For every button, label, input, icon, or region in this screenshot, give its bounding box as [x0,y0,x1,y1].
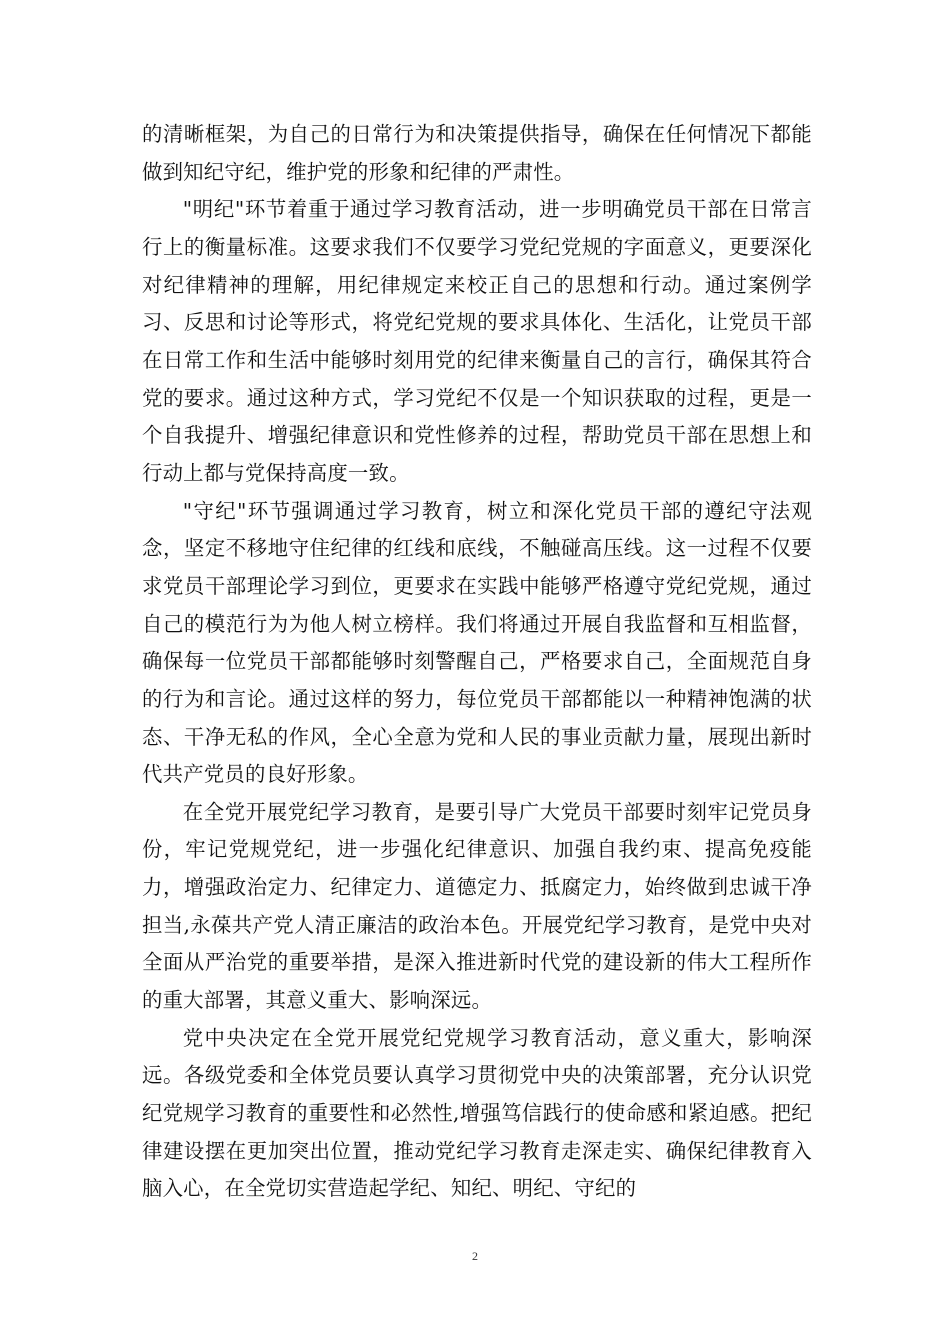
page-number: 2 [472,1249,478,1263]
paragraph-shouji: "守纪"环节强调通过学习教育，树立和深化党员干部的遵纪守法观念，坚定不移地守住纪律的红线和底线，不触碰高压线。这一过程不仅要求党员干部理论学习到位，更要求在实践中能够严格遵守党纪党规，通过自己的模范行为为他人树立榜样。我们将通过开展自我监督和互相监督，确保每一位党员干部都能够时刻警醒自己，严格要求自己，全面规范自身的行为和言论。通过这样的努力，每位党员干部都能以一种精神饱满的状态、干净无私的作风，全心全意为党和人民的事业贡献力量，展现出新时代共产党员的良好形象。 [142,498,812,787]
document-body [142,116,812,1208]
paragraph-education-significance: 在全党开展党纪学习教育，是要引导广大党员干部要时刻牢记党员身份，牢记党规党纪，进一步强化纪律意识、加强自我约束、提高免疫能力，增强政治定力、纪律定力、道德定力、抵腐定力，始终做到忠诚干净担当,永葆共产党人清正廉洁的政治本色。开展党纪学习教育，是党中央对全面从严治党的重要举措，是深入推进新时代党的建设新的伟大工程所作的重大部署，其意义重大、影响深远。 [142,799,812,1013]
paragraph-continuation: 的清晰框架，为自己的日常行为和决策提供指导，确保在任何情况下都能做到知纪守纪，维护党的形象和纪律的严肃性。 [142,122,812,184]
paragraph-central-decision: 党中央决定在全党开展党纪党规学习教育活动，意义重大，影响深远。各级党委和全体党员要认真学习贯彻党中央的决策部署，充分认识党纪党规学习教育的重要性和必然性,增强笃信践行的使命感和紧迫感。把纪律建设摆在更加突出位置，推动党纪学习教育走深走实、确保纪律教育入脑入心，在全党切实营造起学纪、知纪、明纪、守纪的 [142,1025,812,1201]
paragraph-mingji: "明纪"环节着重于通过学习教育活动，进一步明确党员干部在日常言行上的衡量标准。这要求我们不仅要学习党纪党规的字面意义，更要深化对纪律精神的理解，用纪律规定来校正自己的思想和行动。通过案例学习、反思和讨论等形式，将党纪党规的要求具体化、生活化，让党员干部在日常工作和生活中能够时刻用党的纪律来衡量自己的言行，确保其符合党的要求。通过这种方式，学习党纪不仅是一个知识获取的过程，更是一个自我提升、增强纪律意识和党性修养的过程，帮助党员干部在思想上和行动上都与党保持高度一致。 [142,197,812,485]
